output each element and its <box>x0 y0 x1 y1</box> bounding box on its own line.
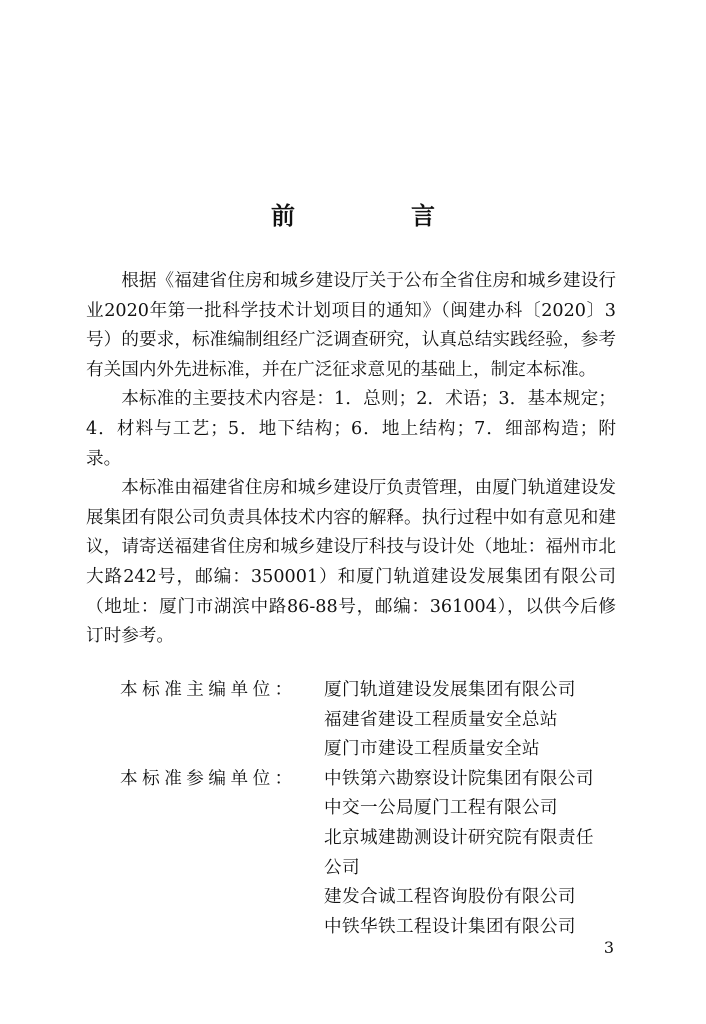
participating-unit-name: 公司 <box>324 857 360 878</box>
preface-paragraph-1: 根据《福建省住房和城乡建设厅关于公布全省住房和城乡建设行业2020年第一批科学技术计划项目的通知》（闽建办科〔2020〕3号）的要求，标准编制组经广泛调查研究，认真总结实践经验，参考有关国内外先进标准，并在广泛征求意见的基础上，制定本标准。 <box>86 271 616 380</box>
chief-unit-name: 福建省建设工程质量安全总站 <box>324 709 558 730</box>
participating-unit-row <box>0 765 706 795</box>
preface-body <box>86 267 616 652</box>
chief-unit-row <box>0 706 706 736</box>
page-title: 前 言 <box>271 201 481 230</box>
chief-unit-row <box>0 676 706 706</box>
preface-paragraph-2: 本标准的主要技术内容是：1．总则；2．术语；3．基本规定；4．材料与工艺；5．地下结构；6．地上结构；7．细部构造；附录。 <box>86 389 616 469</box>
participating-unit-row <box>0 883 706 913</box>
chief-units-label: 本标准主编单位： <box>120 680 297 700</box>
participating-unit-name: 北京城建勘测设计研究院有限责任 <box>324 828 594 848</box>
participating-unit-name: 中交一公局厦门工程有限公司 <box>324 798 558 819</box>
participating-unit-row <box>0 913 706 943</box>
participating-unit-name: 建发合诚工程咨询股份有限公司 <box>324 887 576 908</box>
chief-unit-name: 厦门轨道建设发展集团有限公司 <box>324 680 576 700</box>
participating-unit-row <box>0 794 706 824</box>
preface-paragraph-3: 本标准由福建省住房和城乡建设厅负责管理，由厦门轨道建设发展集团有限公司负责具体技术内容的解释。执行过程中如有意见和建议，请寄送福建省住房和城乡建设厅科技与设计处（地址：福州市北大路242号，邮编：350001）和厦门轨道建设发展集团有限公司（地址：厦门市湖滨中路86-88号，邮编：361004），以供今后修订时参考。 <box>86 478 616 647</box>
chief-unit-name: 厦门市建设工程质量安全站 <box>324 739 540 760</box>
participating-unit-name: 中铁第六勘察设计院集团有限公司 <box>324 768 594 789</box>
chief-unit-row <box>0 735 706 765</box>
page-number: 3 <box>603 938 614 957</box>
participating-unit-name: 中铁华铁工程设计集团有限公司 <box>324 916 576 937</box>
participating-unit-row <box>0 824 706 854</box>
participating-unit-row <box>0 854 706 884</box>
participating-units-label: 本标准参编单位： <box>120 768 297 789</box>
